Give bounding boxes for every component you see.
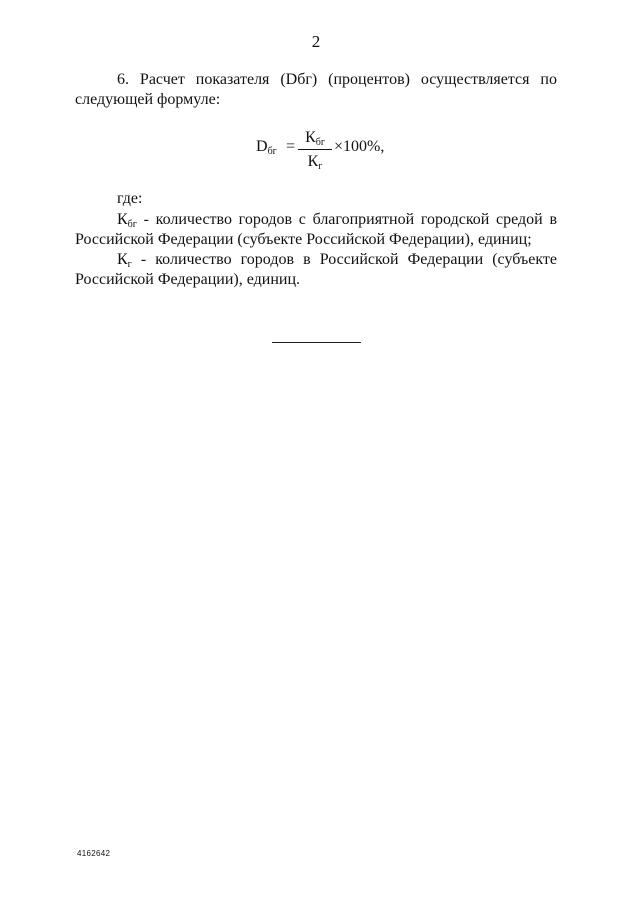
formula-numerator xyxy=(298,128,332,148)
definition-2-symbol-sub: г xyxy=(127,259,132,270)
definition-1-symbol-main: К xyxy=(117,211,128,228)
paragraph-formula-intro: 6. Расчет показателя (Dбг) (процентов) осуществляется по следующей формуле: xyxy=(75,71,557,108)
formula-fraction xyxy=(298,128,332,172)
formula xyxy=(256,128,456,176)
where-label: где: xyxy=(117,190,143,207)
formula-denominator xyxy=(298,152,332,172)
page-number: 2 xyxy=(311,32,321,51)
definition-2-text: - количество городов в Российской Федерации (субъекте Российской Федерации), единиц. xyxy=(75,251,557,288)
end-divider-line xyxy=(272,342,361,343)
formula-denominator-main: К xyxy=(307,153,319,170)
document-code: 4162642 xyxy=(77,849,111,858)
definition-2-symbol-main: К xyxy=(117,251,128,268)
formula-denominator-sub: г xyxy=(318,161,323,172)
definition-k-bg xyxy=(75,210,557,250)
formula-lhs xyxy=(256,138,277,156)
formula-numerator-sub: бг xyxy=(315,137,325,148)
formula-lhs-sub: бг xyxy=(267,146,277,157)
formula-fraction-bar xyxy=(298,149,332,150)
formula-equals: = xyxy=(286,138,296,155)
formula-multiplier: ×100%, xyxy=(334,138,385,155)
formula-numerator-main: К xyxy=(305,129,316,146)
definition-k-g xyxy=(75,250,557,290)
definition-1-symbol-sub: бг xyxy=(127,219,137,230)
formula-lhs-main: D xyxy=(256,138,268,155)
definition-1-text: - количество городов с благоприятной городской средой в Российской Федерации (субъекте Российской Федерации), единиц; xyxy=(75,211,557,248)
